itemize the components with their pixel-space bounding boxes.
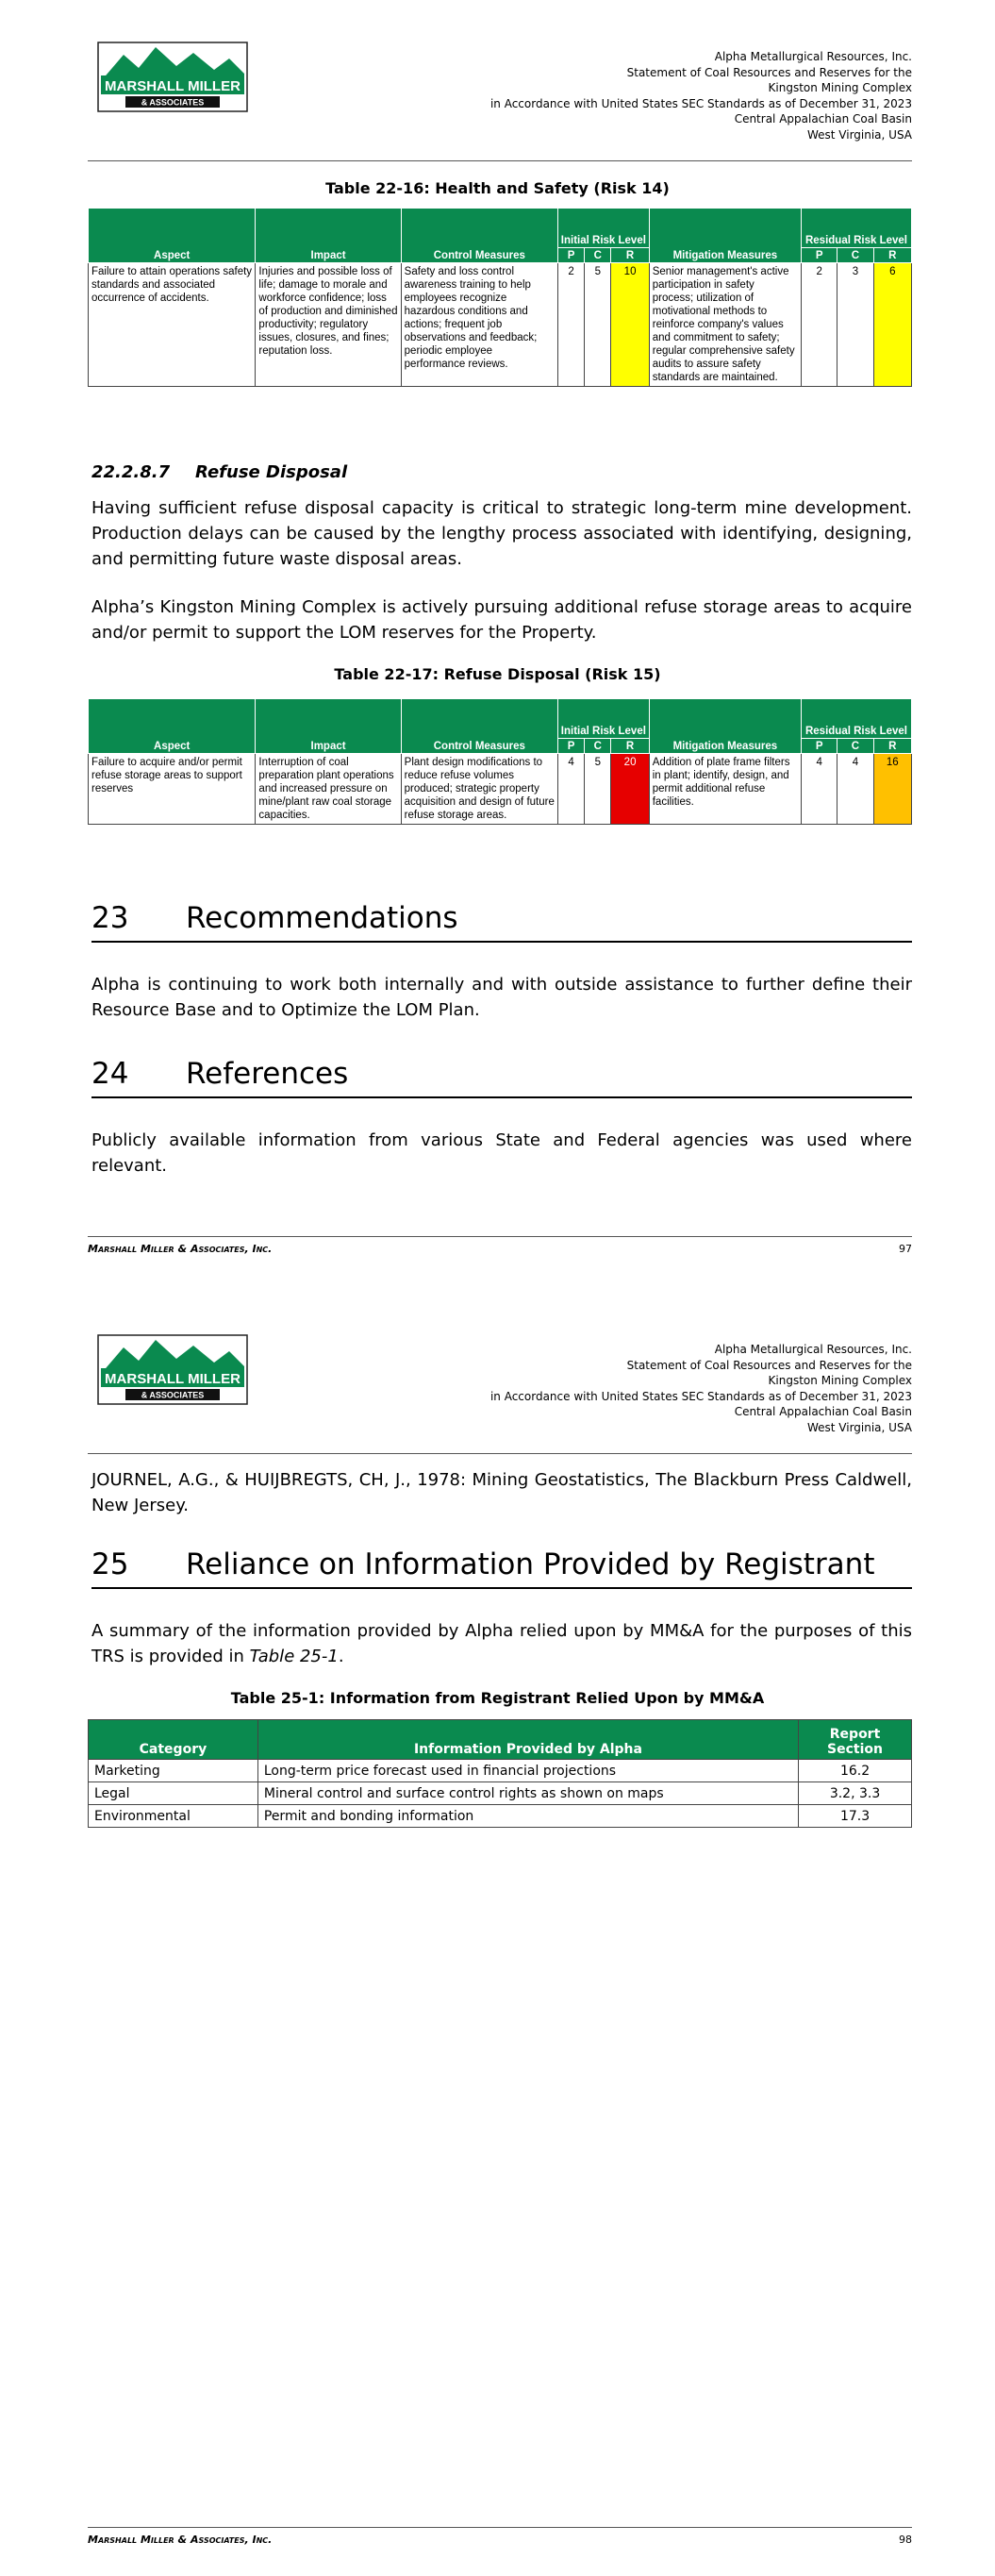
col-control: Control Measures xyxy=(401,209,557,263)
col-impact: Impact xyxy=(256,699,401,754)
cell-residual-p: 2 xyxy=(802,263,837,387)
col-initial-risk: Initial Risk Level xyxy=(557,209,649,248)
table-16-caption: Table 22-16: Health and Safety (Risk 14) xyxy=(325,179,670,197)
section-23-heading xyxy=(91,901,912,943)
cell-residual-c: 4 xyxy=(837,754,873,825)
col-initial-risk: Initial Risk Level xyxy=(557,699,649,739)
footer-firm: Marshall Miller & Associates, Inc. xyxy=(88,1243,273,1255)
header-basin: Central Appalachian Coal Basin xyxy=(734,112,912,125)
cell-residual-c: 3 xyxy=(837,263,873,387)
logo-line2: & ASSOCIATES xyxy=(141,1390,205,1400)
cell-category: Legal xyxy=(89,1782,258,1805)
col-residual-risk: Residual Risk Level xyxy=(802,699,912,739)
header-complex: Kingston Mining Complex xyxy=(768,81,912,94)
header-standards: in Accordance with United States SEC Standards as of December 31, 2023 xyxy=(489,1389,912,1403)
page-header xyxy=(88,1330,912,1454)
cell-residual-p: 4 xyxy=(802,754,837,825)
marshall-miller-logo xyxy=(97,1334,248,1405)
header-complex: Kingston Mining Complex xyxy=(768,1374,912,1387)
header-statement: Statement of Coal Resources and Reserves for the xyxy=(626,1358,912,1372)
col-c: C xyxy=(585,248,611,263)
page-number: 98 xyxy=(899,2534,912,2546)
section-title: Reliance on Information Provided by Registrant xyxy=(186,1547,875,1581)
col-category: Category xyxy=(89,1720,258,1760)
logo-line1: MARSHALL MILLER xyxy=(105,78,240,94)
header-basin: Central Appalachian Coal Basin xyxy=(734,1405,912,1418)
page-number: 97 xyxy=(899,1243,912,1255)
cell-mitigation: Addition of plate frame filters in plant; identify, design, and permit additional refuse facilities. xyxy=(649,754,801,825)
section-22-2-8-7-heading xyxy=(91,462,347,482)
table-22-16 xyxy=(88,208,912,387)
cell-category: Marketing xyxy=(89,1760,258,1782)
table-17-caption: Table 22-17: Refuse Disposal (Risk 15) xyxy=(334,665,661,683)
table-25-1-caption: Table 25-1: Information from Registrant Relied Upon by MM&A xyxy=(230,1689,765,1707)
reliance-text-end: . xyxy=(338,1647,344,1666)
col-impact: Impact xyxy=(256,209,401,263)
table-reference: Table 25-1 xyxy=(249,1647,339,1666)
header-statement: Statement of Coal Resources and Reserves for the xyxy=(626,65,912,79)
cell-aspect: Failure to acquire and/or permit refuse storage areas to support reserves xyxy=(89,754,256,825)
section-title: Refuse Disposal xyxy=(195,462,348,482)
cell-residual-r: 16 xyxy=(873,754,911,825)
cell-mitigation: Senior management's active participation in safety process; utilization of motivational methods to reinforce company's values and commitment to safety; regular comprehensive safety audits to assure safety standards are maintained. xyxy=(649,263,801,387)
table-row xyxy=(89,1805,912,1828)
header-text xyxy=(490,49,912,142)
table-row xyxy=(89,754,912,825)
page-98 xyxy=(0,1293,995,2576)
table-row xyxy=(89,263,912,387)
section-25-heading xyxy=(91,1547,912,1589)
page-footer xyxy=(88,2527,912,2546)
table-row xyxy=(89,1782,912,1805)
header-location: West Virginia, USA xyxy=(806,1420,912,1434)
page-header xyxy=(88,38,912,161)
cell-info: Permit and bonding information xyxy=(257,1805,798,1828)
header-standards: in Accordance with United States SEC Standards as of December 31, 2023 xyxy=(489,96,912,110)
col-residual-risk: Residual Risk Level xyxy=(802,209,912,248)
cell-initial-r: 10 xyxy=(611,263,649,387)
section-24-heading xyxy=(91,1057,912,1098)
cell-section: 17.3 xyxy=(799,1805,912,1828)
col-c: C xyxy=(585,739,611,754)
header-company: Alpha Metallurgical Resources, Inc. xyxy=(714,50,912,63)
header-text xyxy=(490,1342,912,1435)
recommendations-paragraph: Alpha is continuing to work both internally and with outside assistance to further define their Resource Base and to Optimize the LOM Plan. xyxy=(91,975,912,1020)
col-p: P xyxy=(802,248,837,263)
table-22-17 xyxy=(88,698,912,825)
cell-section: 3.2, 3.3 xyxy=(799,1782,912,1805)
reference-entry: JOURNEL, A.G., & HUIJBREGTS, CH, J., 1978: Mining Geostatistics, The Blackburn Press Caldwell, New Jersey. xyxy=(91,1470,912,1515)
cell-initial-r: 20 xyxy=(611,754,649,825)
section-number: 22.2.8.7 xyxy=(91,462,171,482)
section-title: References xyxy=(186,1057,349,1091)
col-mitigation: Mitigation Measures xyxy=(649,699,801,754)
cell-residual-r: 6 xyxy=(873,263,911,387)
cell-initial-p: 2 xyxy=(557,263,584,387)
cell-section: 16.2 xyxy=(799,1760,912,1782)
col-c: C xyxy=(837,739,873,754)
refuse-paragraph-1: Having sufficient refuse disposal capacity is critical to strategic long-term mine development. Production delays can be caused by the lengthy process associated with identifying, designing, and permitting future waste disposal areas. xyxy=(91,498,912,569)
cell-control: Plant design modifications to reduce refuse volumes produced; strategic property acquisition and design of future refuse storage areas. xyxy=(401,754,557,825)
table-25-1 xyxy=(88,1719,912,1828)
col-r: R xyxy=(611,739,649,754)
col-p: P xyxy=(557,739,584,754)
page-footer xyxy=(88,1236,912,1255)
cell-impact: Interruption of coal preparation plant operations and increased pressure on mine/plant raw coal storage capacities. xyxy=(256,754,401,825)
header-location: West Virginia, USA xyxy=(806,127,912,142)
cell-aspect: Failure to attain operations safety standards and associated occurrence of accidents. xyxy=(89,263,256,387)
refuse-paragraph-2: Alpha’s Kingston Mining Complex is actively pursuing additional refuse storage areas to acquire and/or permit to support the LOM reserves for the Property. xyxy=(91,597,912,643)
col-r: R xyxy=(873,739,911,754)
col-mitigation: Mitigation Measures xyxy=(649,209,801,263)
reliance-text: A summary of the information provided by Alpha relied upon by MM&A for the purposes of this TRS is provided in xyxy=(91,1621,912,1666)
cell-initial-c: 5 xyxy=(585,263,611,387)
cell-initial-c: 5 xyxy=(585,754,611,825)
footer-firm: Marshall Miller & Associates, Inc. xyxy=(88,2534,273,2546)
cell-category: Environmental xyxy=(89,1805,258,1828)
marshall-miller-logo xyxy=(97,42,248,112)
reliance-paragraph xyxy=(91,1618,912,1669)
col-aspect: Aspect xyxy=(89,699,256,754)
cell-initial-p: 4 xyxy=(557,754,584,825)
section-number: 24 xyxy=(91,1057,129,1091)
col-control: Control Measures xyxy=(401,699,557,754)
header-company: Alpha Metallurgical Resources, Inc. xyxy=(714,1343,912,1356)
cell-impact: Injuries and possible loss of life; damage to morale and workforce confidence; loss of production and diminished productivity; regulatory issues, closures, and fines; reputation loss. xyxy=(256,263,401,387)
col-report-section: Report Section xyxy=(799,1720,912,1760)
col-p: P xyxy=(557,248,584,263)
col-r: R xyxy=(873,248,911,263)
cell-control: Safety and loss control awareness training to help employees recognize hazardous conditions and actions; frequent job observations and feedback; periodic employee performance reviews. xyxy=(401,263,557,387)
col-p: P xyxy=(802,739,837,754)
references-paragraph: Publicly available information from various State and Federal agencies was used where relevant. xyxy=(91,1130,912,1176)
cell-info: Mineral control and surface control rights as shown on maps xyxy=(257,1782,798,1805)
section-number: 23 xyxy=(91,901,129,935)
col-aspect: Aspect xyxy=(89,209,256,263)
logo-line2: & ASSOCIATES xyxy=(141,97,205,108)
section-number: 25 xyxy=(91,1547,129,1581)
cell-info: Long-term price forecast used in financial projections xyxy=(257,1760,798,1782)
col-info: Information Provided by Alpha xyxy=(257,1720,798,1760)
col-r: R xyxy=(611,248,649,263)
table-row xyxy=(89,1760,912,1782)
section-title: Recommendations xyxy=(186,901,458,935)
col-c: C xyxy=(837,248,873,263)
logo-line1: MARSHALL MILLER xyxy=(105,1371,240,1387)
